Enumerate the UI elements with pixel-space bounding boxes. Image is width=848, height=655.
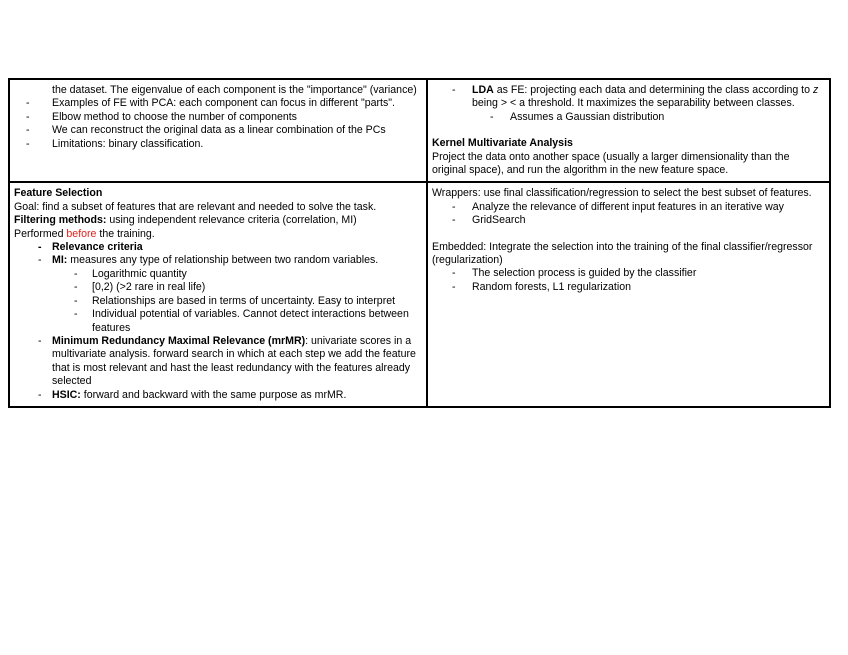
lda-label: LDA	[472, 84, 494, 96]
kernel-text: Project the data onto another space (usually a larger dimensionality than the original space), and run the algorithm in the new feature space.	[432, 150, 790, 177]
list-item	[432, 84, 826, 111]
list-item: - GridSearch	[432, 214, 826, 227]
cell-feature-selection	[9, 182, 427, 407]
cell-lda-kernel	[427, 79, 830, 182]
table-row	[9, 182, 830, 407]
performed-post: the training.	[96, 227, 155, 240]
list-item: - Individual potential of variables. Cannot detect interactions between features	[14, 308, 423, 335]
list-item: - We can reconstruct the original data as a linear combination of the PCs	[14, 124, 423, 137]
mrmr-label: Minimum Redundancy Maximal Relevance (mrMR)	[52, 334, 306, 347]
lda-z: z	[812, 84, 819, 96]
list-item: - Analyze the relevance of different input features in an iterative way	[432, 201, 826, 214]
performed-before: before	[66, 227, 97, 240]
cell-wrappers-embedded	[427, 182, 830, 407]
list-item: - [0,2) (>2 rare in real life)	[14, 281, 423, 294]
list-item: - Random forests, L1 regularization	[432, 281, 826, 294]
mi-label: MI:	[52, 254, 68, 267]
list-item: - Relationships are based in terms of uncertainty. Easy to interpret	[14, 295, 423, 308]
hsic-text: forward and backward with the same purpose as mrMR.	[80, 388, 347, 401]
embedded-text: Embedded: Integrate the selection into the training of the final classifier/regressor (regularization)	[432, 240, 813, 267]
performed-line	[14, 228, 423, 241]
filtering-label: Filtering methods:	[14, 214, 107, 227]
list-item: - Assumes a Gaussian distribution	[432, 111, 826, 124]
list-item: - Relevance criteria	[14, 241, 423, 254]
goal-text: Goal: find a subset of features that are relevant and needed to solve the task.	[14, 200, 377, 213]
feature-selection-title: Feature Selection	[14, 187, 103, 200]
mrmr-text: : univariate scores in a multivariate analysis. forward search in which at each step we add the feature that is most relevant and hast the least redundancy with the features already selected	[52, 334, 416, 388]
kernel-title: Kernel Multivariate Analysis	[432, 137, 573, 150]
table-row	[9, 79, 830, 182]
lda-text: as FE: projecting each data and determining the class according to	[493, 84, 813, 96]
performed-pre: Performed	[14, 227, 67, 240]
list-item: - Elbow method to choose the number of components	[14, 111, 423, 124]
list-item	[14, 335, 423, 389]
wrappers-text: Wrappers: use final classification/regression to select the best subset of features.	[432, 187, 812, 200]
list-item: - The selection process is guided by the classifier	[432, 267, 826, 280]
list-item: - Logarithmic quantity	[14, 268, 423, 281]
list-item	[14, 254, 423, 267]
list-item: - Limitations: binary classification.	[14, 138, 423, 151]
filtering-text: using independent relevance criteria (correlation, MI)	[106, 214, 357, 227]
lda-text-2: being > < a threshold. It maximizes the separability between classes.	[472, 97, 795, 110]
list-item: the dataset. The eigenvalue of each component is the "importance" (variance)	[52, 84, 417, 96]
cell-pca-notes	[9, 79, 427, 182]
notes-table	[8, 78, 831, 408]
filtering-line	[14, 214, 423, 227]
mi-text: measures any type of relationship between two random variables.	[67, 254, 379, 267]
hsic-label: HSIC:	[52, 388, 81, 401]
list-item	[14, 389, 423, 402]
list-item: - Examples of FE with PCA: each component can focus in different "parts".	[14, 97, 423, 110]
